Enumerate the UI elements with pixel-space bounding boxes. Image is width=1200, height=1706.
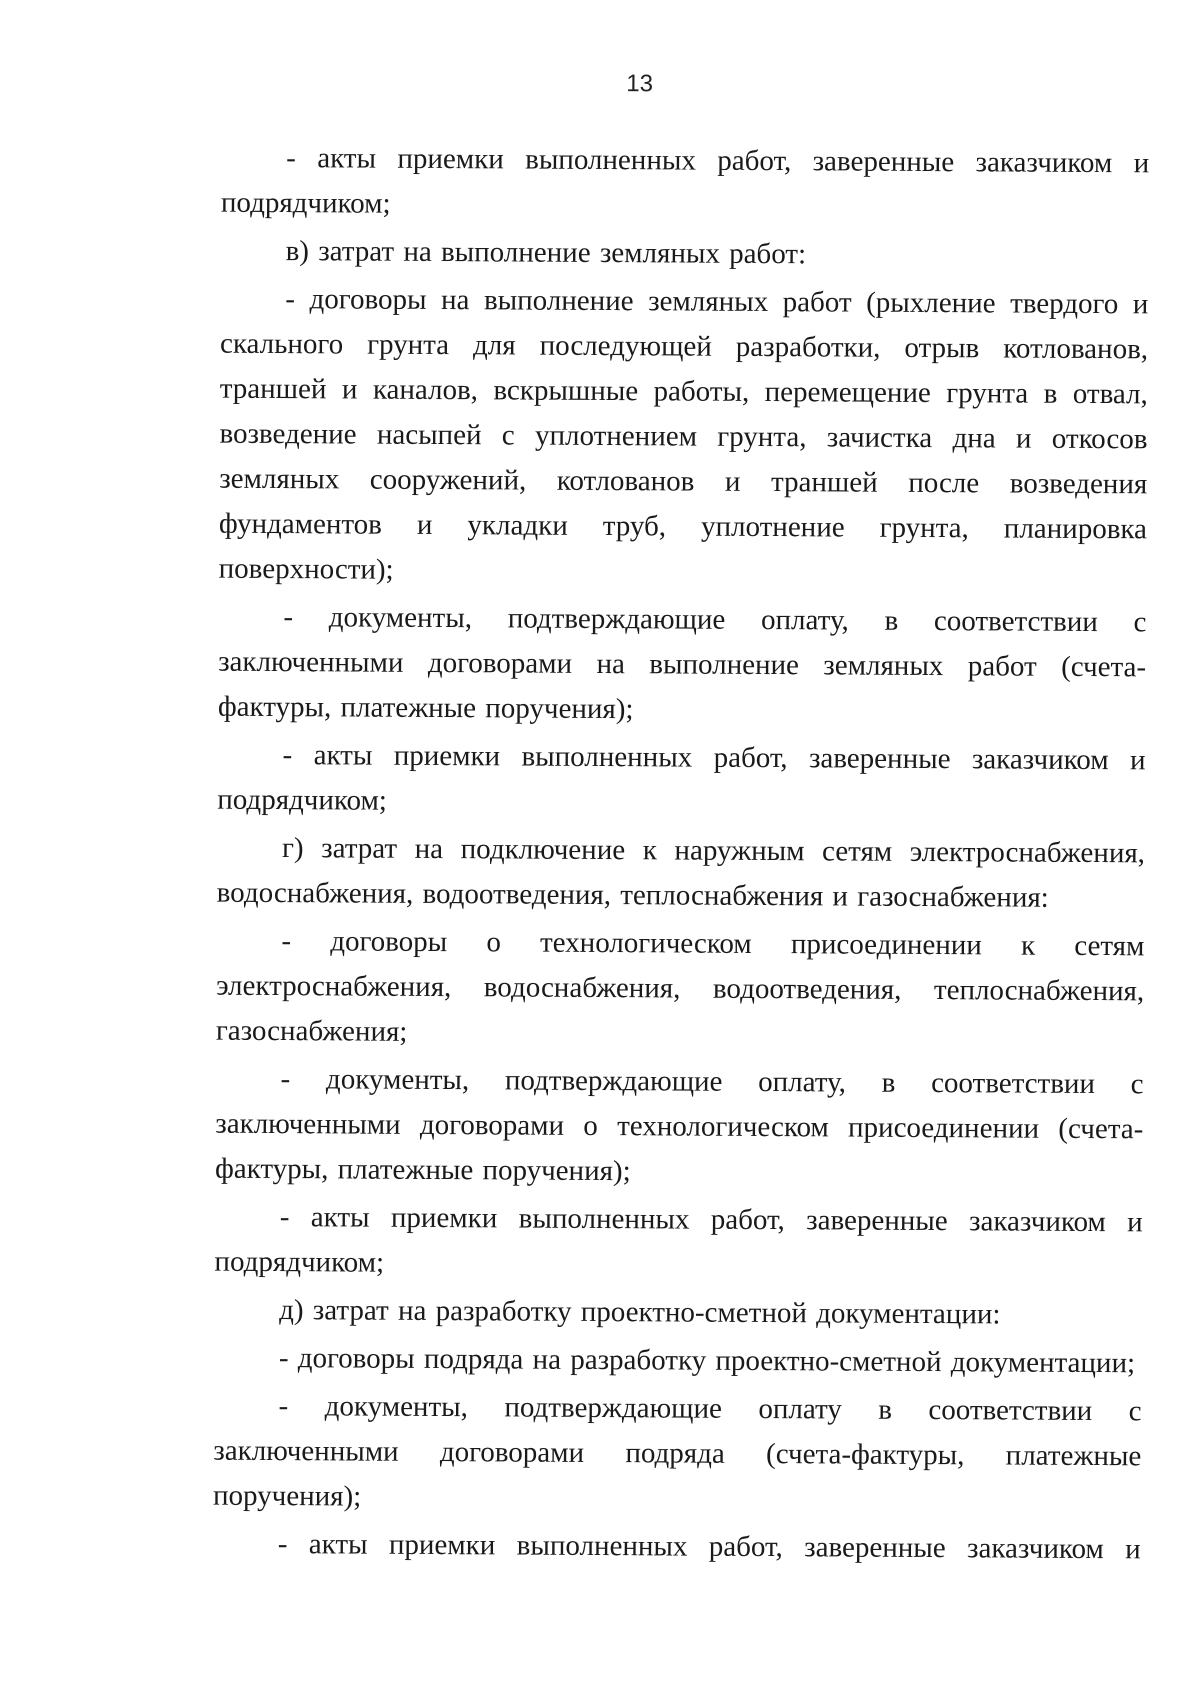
paragraph-section-v: в) затрат на выполнение земляных работ: xyxy=(285,235,807,271)
page-number: 13 xyxy=(626,70,654,98)
paragraph-acts-2: - акты приемки выполненных работ, заверенные заказчиком и подрядчиком; xyxy=(217,739,1146,817)
paragraph-acts-1: - акты приемки выполненных работ, заверенные заказчиком и подрядчиком; xyxy=(220,142,1150,220)
paragraph-connection-contracts: - договоры о технологическом присоединении к сетям электроснабжения, водоснабжения, водоотведения, теплоснабжения, газоснабжения; xyxy=(215,925,1145,1048)
paragraph-earthwork-contracts: - договоры на выполнение земляных работ (рыхление твердого и скального грунта для последующей разработки, отрыв котлованов, траншей и каналов, вскрышные работы, перемещение грунта в отвал, возведение насыпей с уплотнением грунта, зачистка дна и откосов земляных сооружений, котлованов и траншей после возведения фундаментов и укладки труб, уплотнение грунта, планировка поверхности); xyxy=(218,283,1149,586)
paragraph-connection-payment-docs: - документы, подтверждающие оплату, в соответствии с заключенными договорами о технологическом присоединении (счета-фактуры, платежные поручения); xyxy=(214,1063,1144,1188)
document-body xyxy=(213,136,1150,1576)
paragraph-design-contracts: - договоры подряда на разработку проектно-сметной документации; xyxy=(278,1342,1136,1380)
paragraph-section-g: г) затрат на подключение к наружным сетям электроснабжения, водоснабжения, водоотведения, теплоснабжения и газоснабжения: xyxy=(216,832,1146,914)
paragraph-earthwork-payment-docs: - документы, подтверждающие оплату, в соответствии с заключенными договорами на выполнение земляных работ (счета-фактуры, платежные поручения); xyxy=(217,601,1147,726)
paragraph-section-d: д) затрат на разработку проектно-сметной документации: xyxy=(279,1294,1001,1331)
paragraph-acts-4: - акты приемки выполненных работ, заверенные заказчиком и xyxy=(277,1528,1141,1566)
paragraph-design-payment-docs: - документы, подтверждающие оплату в соответствии с заключенными договорами подряда (счета-фактуры, платежные поручения); xyxy=(212,1390,1142,1513)
paragraph-acts-3: - акты приемки выполненных работ, заверенные заказчиком и подрядчиком; xyxy=(214,1201,1143,1279)
